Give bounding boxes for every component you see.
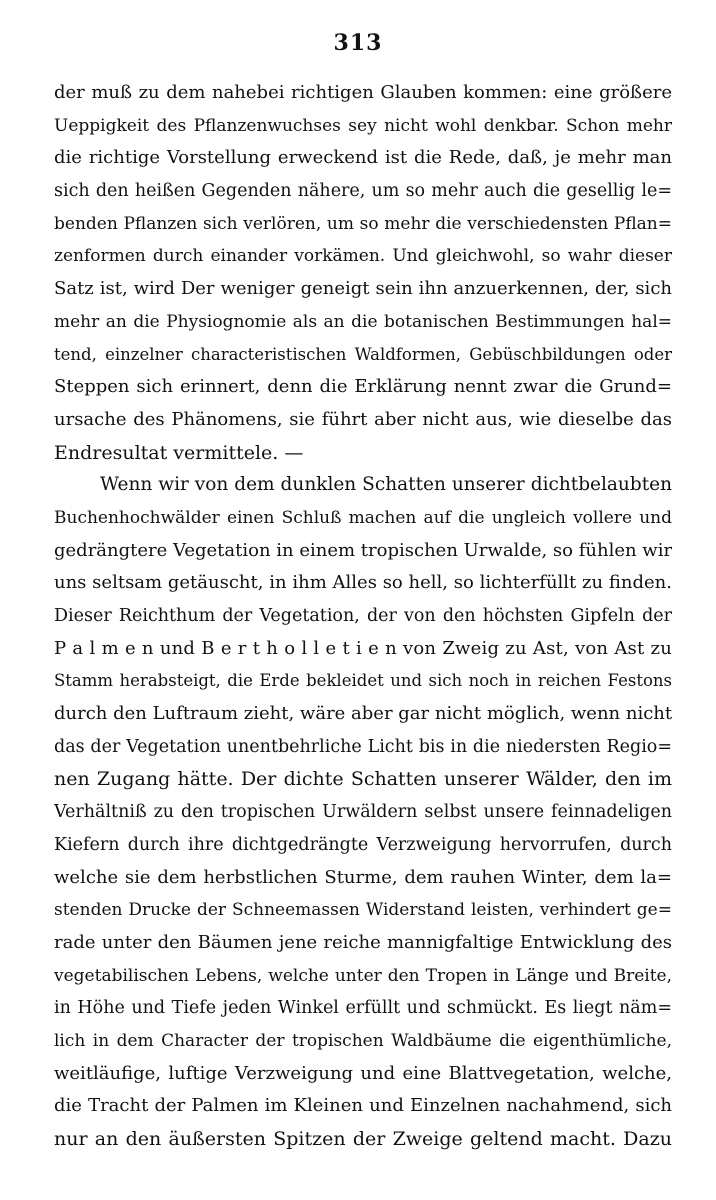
text-line: gedrängtere Vegetation in einem tropischen Urwalde, so fühlen wir [54, 539, 672, 561]
text-line: rade unter den Bäumen jene reiche mannigfaltige Entwicklung des [54, 931, 672, 953]
paragraph-2 [54, 469, 672, 1155]
text-line: Steppen sich erinnert, denn die Erklärung nennt zwar die Grund= [54, 376, 672, 398]
text-line: Dieser Reichthum der Vegetation, der von den höchsten Gipfeln der [54, 606, 672, 626]
text-line: benden Pflanzen sich verlören, um so mehr die verschiedensten Pflan= [54, 213, 672, 234]
text-line: vegetabilischen Lebens, welche unter den Tropen in Länge und Breite, [54, 965, 672, 986]
text-line: der muß zu dem nahebei richtigen Glauben kommen: eine größere [54, 82, 672, 103]
text-line: das der Vegetation unentbehrliche Licht bis in die niedersten Regio= [54, 736, 672, 757]
text-line: Satz ist, wird Der weniger geneigt sein ihn anzuerkennen, der, sich [54, 278, 672, 300]
text-line: durch den Luftraum zieht, wäre aber gar nicht möglich, wenn nicht [54, 703, 672, 725]
text-line: sich den heißen Gegenden nähere, um so mehr auch die gesellig le= [54, 181, 672, 202]
text-line: weitläufige, luftige Verzweigung und eine Blattvegetation, welche, [54, 1062, 672, 1084]
text-line: lich in dem Character der tropischen Waldbäume die eigenthümliche, [54, 1030, 672, 1051]
text-line: Kiefern durch ihre dichtgedrängte Verzweigung hervorrufen, durch [54, 834, 672, 855]
text-line: Stamm herabsteigt, die Erde bekleidet und sich noch in reichen Festons [54, 671, 672, 691]
text-line: in Höhe und Tiefe jeden Winkel erfüllt und schmückt. Es liegt näm= [54, 998, 672, 1019]
text-line: zenformen durch einander vorkämen. Und gleichwohl, so wahr dieser [54, 246, 672, 267]
text-line: Wenn wir von dem dunklen Schatten unserer dichtbelaubten [100, 474, 672, 496]
text-line: welche sie dem herbstlichen Sturme, dem rauhen Winter, dem la= [54, 866, 672, 888]
text-line: uns seltsam getäuscht, in ihm Alles so hell, so lichterfüllt zu finden. [54, 572, 672, 594]
text-line: nur an den äußersten Spitzen der Zweige geltend macht. Dazu [54, 1128, 672, 1150]
text-line: Buchenhochwälder einen Schluß machen auf die ungleich vollere und [54, 507, 672, 528]
text-line: P a l m e n und B e r t h o l l e t i e n von Zweig zu Ast, von Ast zu [54, 637, 672, 659]
text-line: Ueppigkeit des Pflanzenwuchses sey nicht wohl denkbar. Schon mehr [54, 115, 672, 136]
text-line: ursache des Phänomens, sie führt aber nicht aus, wie dieselbe das [54, 408, 672, 430]
text-line: Verhältniß zu den tropischen Urwäldern selbst unsere feinnadeligen [54, 802, 672, 823]
page-number: 313 [333, 30, 383, 56]
text-line: tend, einzelner characteristischen Waldformen, Gebüschbildungen oder [54, 344, 672, 364]
text-line: nen Zugang hätte. Der dichte Schatten unserer Wälder, den im [54, 768, 672, 791]
text-line: mehr an die Physiognomie als an die botanischen Bestimmungen hal= [54, 311, 672, 332]
paragraph-1 [54, 77, 672, 469]
text-line: die Tracht der Palmen im Kleinen und Einzelnen nachahmend, sich [54, 1095, 672, 1117]
text-line: stenden Drucke der Schneemassen Widerstand leisten, verhindert ge= [54, 900, 672, 921]
text-line: die richtige Vorstellung erweckend ist die Rede, daß, je mehr man [54, 147, 672, 169]
body-text [54, 77, 672, 1156]
text-line: Endresultat vermittele. — [54, 441, 304, 464]
